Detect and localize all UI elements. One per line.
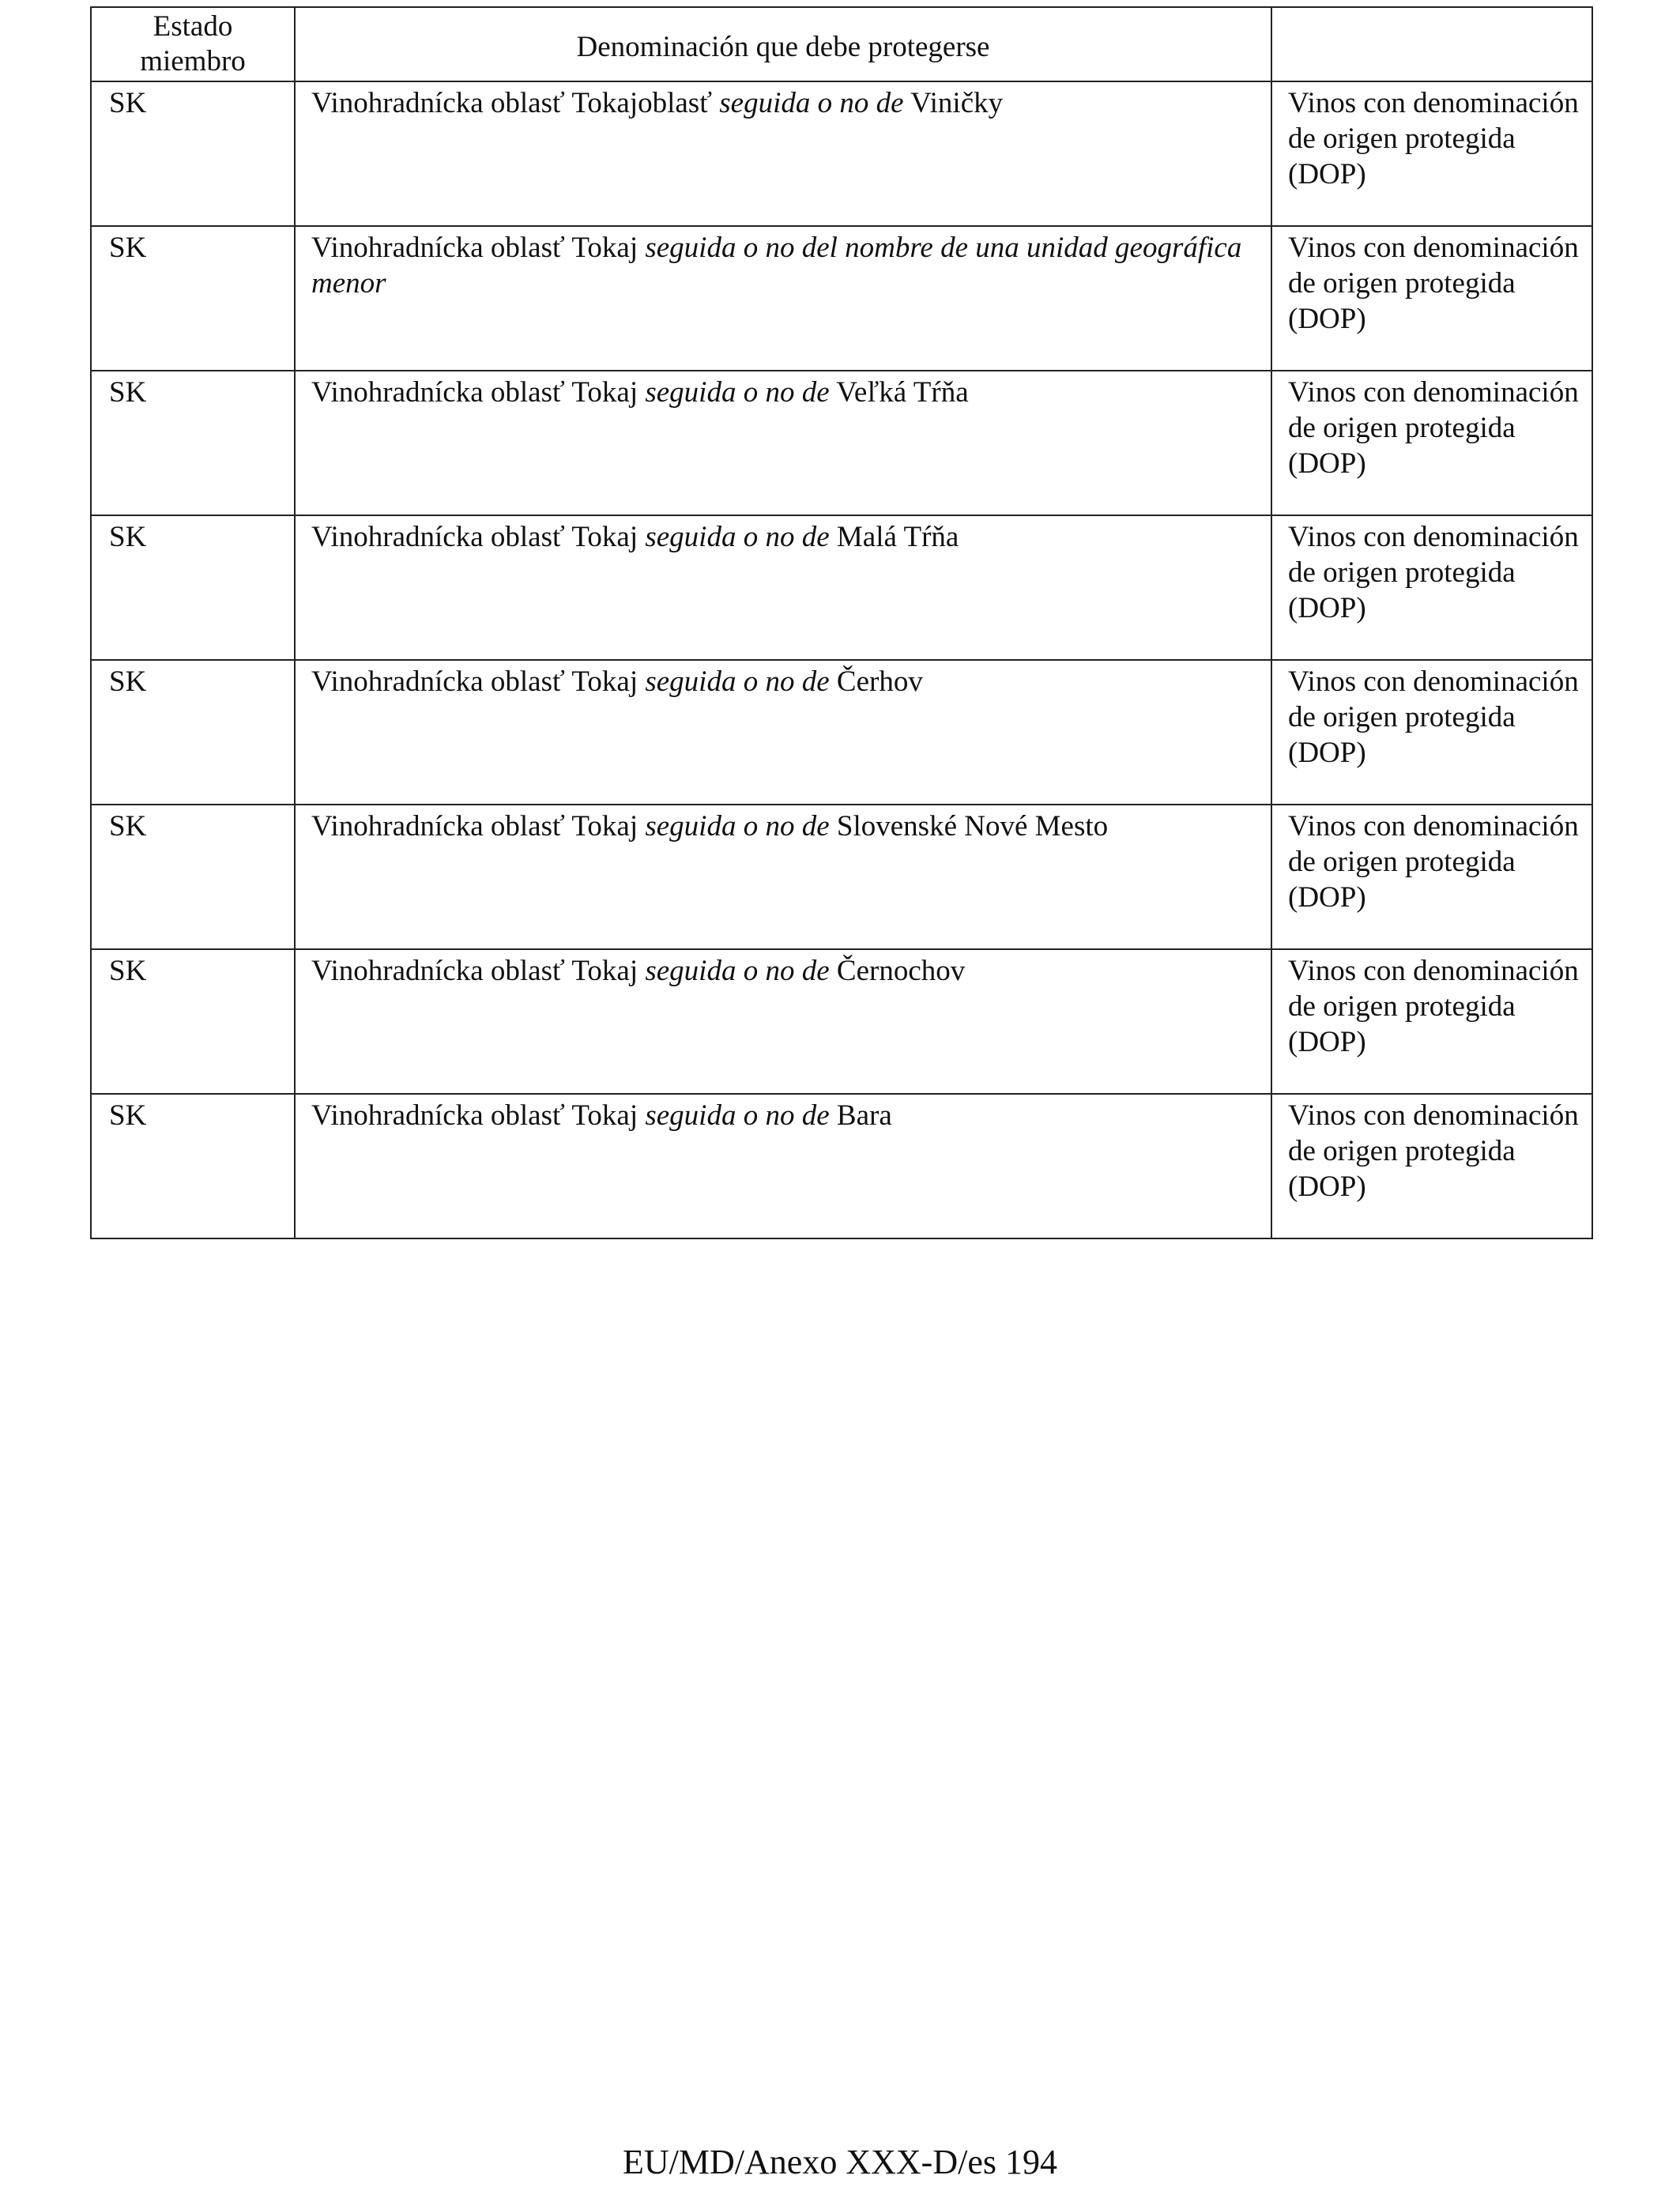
name-suffix: Slovenské Nové Mesto <box>836 810 1109 843</box>
name-main: Vinohradnícka oblasť Tokaj <box>311 232 638 264</box>
name-qualifier: seguida o no de <box>645 376 830 409</box>
protected-name-cell <box>295 805 1271 949</box>
table-body <box>91 81 1592 1238</box>
member-state-cell: SK <box>91 81 295 226</box>
name-suffix: Veľká Tŕňa <box>836 376 969 409</box>
protected-name-cell <box>295 949 1271 1094</box>
name-main: Vinohradnícka oblasť Tokaj <box>311 1099 638 1132</box>
table-row <box>91 81 1592 226</box>
name-main: Vinohradnícka oblasť Tokajoblasť <box>311 87 713 119</box>
member-state-cell: SK <box>91 805 295 949</box>
protected-name-cell <box>295 660 1271 805</box>
category-cell: Vinos con denominación de origen protegida (DOP) <box>1271 81 1592 226</box>
name-qualifier: seguida o no de <box>645 521 830 553</box>
member-state-cell: SK <box>91 515 295 660</box>
table-row <box>91 805 1592 949</box>
table-row <box>91 1094 1592 1238</box>
category-cell: Vinos con denominación de origen protegida (DOP) <box>1271 371 1592 515</box>
protected-names-table <box>90 6 1593 1239</box>
table-row <box>91 226 1592 371</box>
category-cell: Vinos con denominación de origen protegida (DOP) <box>1271 660 1592 805</box>
member-state-cell: SK <box>91 660 295 805</box>
member-state-cell: SK <box>91 1094 295 1238</box>
header-member-state-line2: miembro <box>140 45 246 77</box>
name-qualifier: seguida o no de <box>645 810 830 843</box>
name-main: Vinohradnícka oblasť Tokaj <box>311 521 638 553</box>
header-member-state-line1: Estado <box>153 10 233 43</box>
category-cell: Vinos con denominación de origen protegida (DOP) <box>1271 515 1592 660</box>
member-state-cell: SK <box>91 226 295 371</box>
protected-name-cell <box>295 81 1271 226</box>
header-row <box>91 7 1592 81</box>
page-footer-reference: EU/MD/Anexo XXX-D/es 194 <box>623 2143 1057 2181</box>
name-suffix: Černochov <box>836 955 966 987</box>
name-qualifier: seguida o no del nombre de una unidad geográfica menor <box>311 232 1242 300</box>
category-cell: Vinos con denominación de origen protegida (DOP) <box>1271 805 1592 949</box>
header-member-state <box>91 7 295 81</box>
table-row <box>91 660 1592 805</box>
name-suffix: Bara <box>836 1099 892 1132</box>
name-main: Vinohradnícka oblasť Tokaj <box>311 665 638 698</box>
protected-name-cell <box>295 515 1271 660</box>
protected-name-cell <box>295 1094 1271 1238</box>
member-state-cell: SK <box>91 949 295 1094</box>
header-protected-name: Denominación que debe protegerse <box>295 7 1271 81</box>
name-main: Vinohradnícka oblasť Tokaj <box>311 955 638 987</box>
table-row <box>91 515 1592 660</box>
name-suffix: Čerhov <box>836 665 923 698</box>
header-category <box>1271 7 1592 81</box>
category-cell: Vinos con denominación de origen protegida (DOP) <box>1271 1094 1592 1238</box>
table-row <box>91 371 1592 515</box>
name-suffix: Malá Tŕňa <box>836 521 959 553</box>
name-main: Vinohradnícka oblasť Tokaj <box>311 810 638 843</box>
protected-name-cell <box>295 371 1271 515</box>
name-qualifier: seguida o no de <box>645 955 830 987</box>
category-cell: Vinos con denominación de origen protegida (DOP) <box>1271 949 1592 1094</box>
table-header <box>91 7 1592 81</box>
name-qualifier: seguida o no de <box>719 87 904 119</box>
name-suffix: Viničky <box>910 87 1004 119</box>
name-qualifier: seguida o no de <box>645 1099 830 1132</box>
name-qualifier: seguida o no de <box>645 665 830 698</box>
protected-name-cell <box>295 226 1271 371</box>
name-main: Vinohradnícka oblasť Tokaj <box>311 376 638 409</box>
member-state-cell: SK <box>91 371 295 515</box>
table-row <box>91 949 1592 1094</box>
category-cell: Vinos con denominación de origen protegida (DOP) <box>1271 226 1592 371</box>
